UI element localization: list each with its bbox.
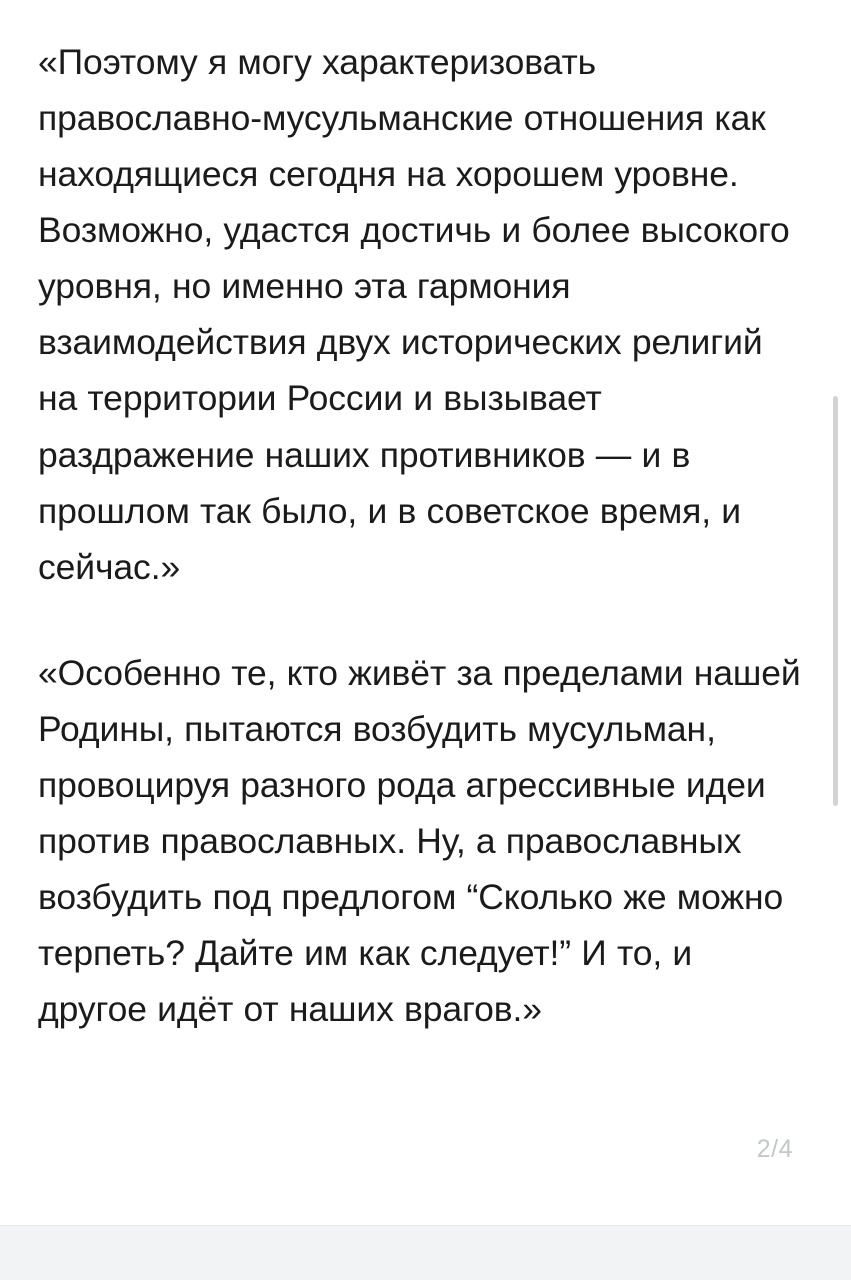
document-content [0,34,851,1129]
top-spacer [0,0,851,34]
paragraph-1: «Поэтому я могу характеризовать православно-мусульманские отношения как находящиеся сегодня на хорошем уровне. Возможно, удастся достичь и более высокого уровня, но именно эта гармония взаимодействия двух исторических религий на территории России и вызывает раздражение наших противников — и в прошлом так было, и в советское время, и сейчас.» [38,42,790,587]
bottom-bar [0,1225,851,1280]
document-footer [0,1129,851,1225]
scrollbar-thumb[interactable] [833,396,838,806]
page-counter: 2/4 [756,1135,793,1163]
paragraph-2: «Особенно те, кто живёт за пределами нашей Родины, пытаются возбудить мусульман, провоцируя разного рода агрессивные идеи против православных. Ну, а православных возбудить под предлогом “Сколько же можно терпеть? Дайте им как следует!” И то, и другое идёт от наших врагов.» [38,652,801,1030]
